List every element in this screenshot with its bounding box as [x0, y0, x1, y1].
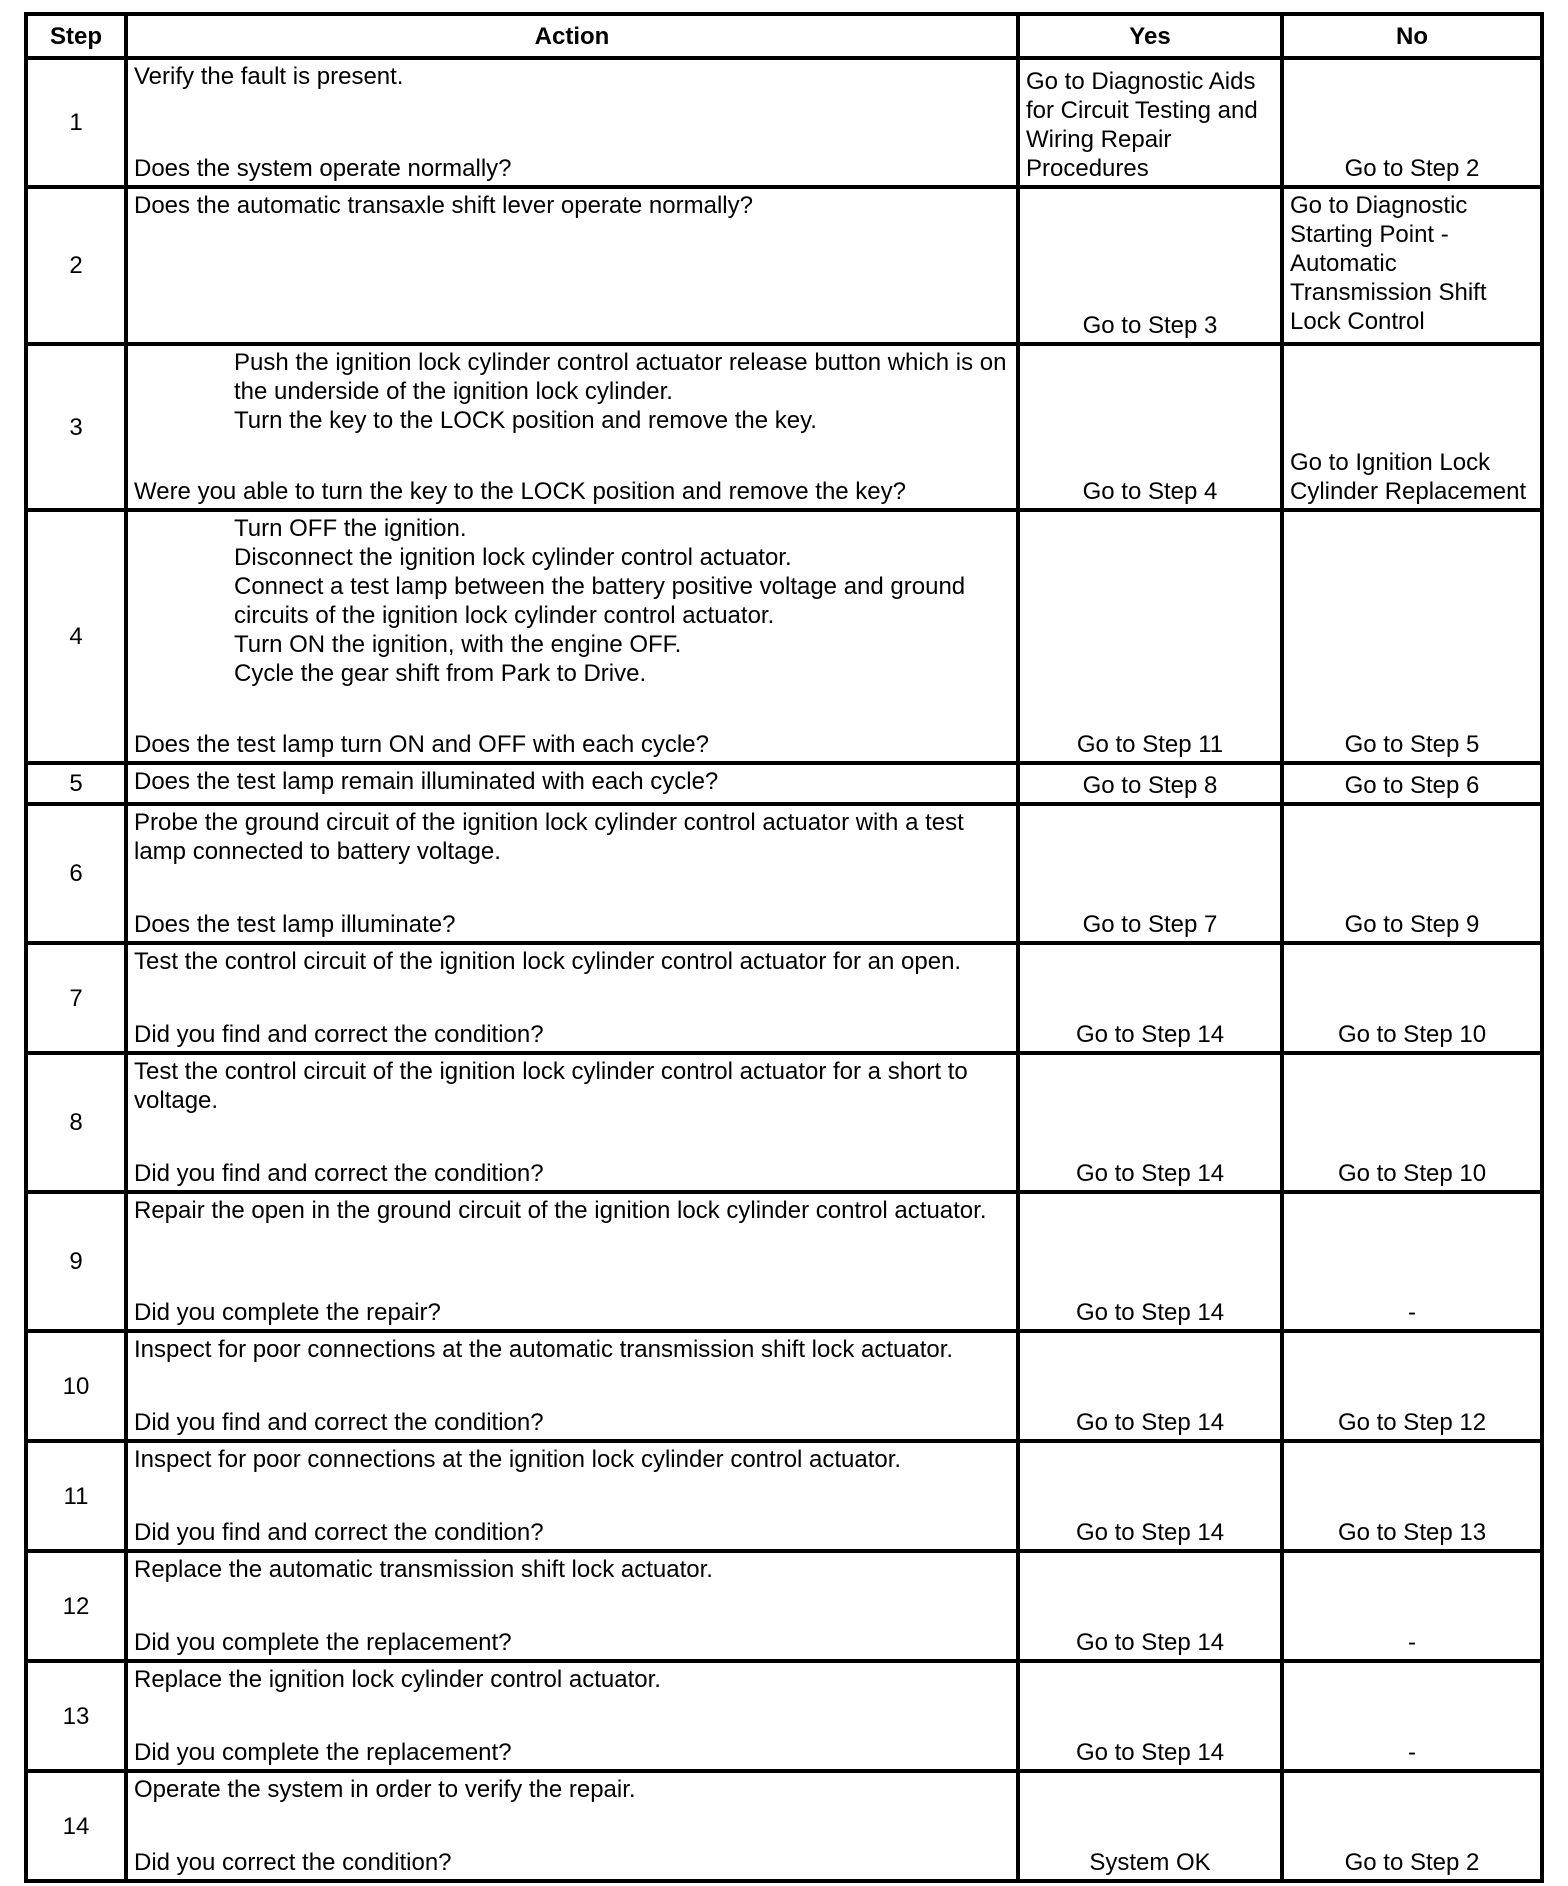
- action-instructions: [134, 1057, 1010, 1115]
- step-number: 4: [26, 510, 126, 763]
- action-instructions: [134, 1665, 1010, 1694]
- step-number: 9: [26, 1192, 126, 1331]
- step-number: 11: [26, 1441, 126, 1551]
- table-row: [26, 344, 1542, 510]
- table-row: [26, 1053, 1542, 1192]
- action-cell: [126, 804, 1018, 943]
- action-question: Did you find and correct the condition?: [134, 1160, 544, 1187]
- action-line: Replace the automatic transmission shift lock actuator.: [134, 1556, 713, 1583]
- action-cell: [126, 1331, 1018, 1441]
- table-row: [26, 1441, 1542, 1551]
- action-instructions: [134, 62, 1010, 91]
- action-question: Did you complete the replacement?: [134, 1629, 512, 1656]
- action-line: Repair the open in the ground circuit of the ignition lock cylinder control actuator.: [134, 1197, 987, 1224]
- no-result: -: [1282, 1192, 1542, 1331]
- action-question: Does the system operate normally?: [134, 155, 512, 182]
- no-result: Go to Step 5: [1282, 510, 1542, 763]
- header-no: No: [1282, 14, 1542, 58]
- table-row: [26, 943, 1542, 1053]
- step-number: 1: [26, 58, 126, 187]
- table-row: [26, 510, 1542, 763]
- action-substep: Disconnect the ignition lock cylinder control actuator.: [234, 544, 792, 571]
- yes-result: Go to Step 14: [1018, 943, 1282, 1053]
- table-row: [26, 187, 1542, 344]
- action-line: Test the control circuit of the ignition lock cylinder control actuator for an open.: [134, 948, 962, 975]
- step-number: 13: [26, 1661, 126, 1771]
- table-row: [26, 1771, 1542, 1881]
- action-instructions: [134, 1775, 1010, 1804]
- table-row: [26, 804, 1542, 943]
- action-substep: Turn OFF the ignition.: [234, 515, 467, 542]
- step-number: 2: [26, 187, 126, 344]
- action-cell: [126, 187, 1018, 344]
- no-result: Go to Step 13: [1282, 1441, 1542, 1551]
- table-row: [26, 763, 1542, 804]
- header-row: [26, 14, 1542, 58]
- no-result: Go to Step 2: [1282, 1771, 1542, 1881]
- diagnostic-table: [24, 12, 1544, 1883]
- no-result: Go to Step 6: [1282, 763, 1542, 804]
- yes-result: Go to Step 14: [1018, 1053, 1282, 1192]
- action-cell: [126, 1551, 1018, 1661]
- action-line: Inspect for poor connections at the automatic transmission shift lock actuator.: [134, 1336, 954, 1363]
- table-row: [26, 1661, 1542, 1771]
- action-line: Probe the ground circuit of the ignition lock cylinder control actuator with a test lamp connected to battery voltage.: [134, 809, 964, 865]
- table-row: [26, 1192, 1542, 1331]
- action-substep: Turn the key to the LOCK position and remove the key.: [234, 407, 817, 434]
- action-line: Does the automatic transaxle shift lever operate normally?: [134, 192, 753, 219]
- no-result: Go to Step 10: [1282, 943, 1542, 1053]
- step-number: 3: [26, 344, 126, 510]
- action-question: Does the test lamp illuminate?: [134, 911, 456, 938]
- action-question: Did you complete the repair?: [134, 1299, 441, 1326]
- yes-result: System OK: [1018, 1771, 1282, 1881]
- header-step: Step: [26, 14, 126, 58]
- step-number: 5: [26, 763, 126, 804]
- action-instructions: [134, 1196, 1010, 1225]
- action-line: Operate the system in order to verify the repair.: [134, 1776, 636, 1803]
- yes-result: Go to Step 11: [1018, 510, 1282, 763]
- no-result: Go to Step 2: [1282, 58, 1542, 187]
- step-number: 8: [26, 1053, 126, 1192]
- header-yes: Yes: [1018, 14, 1282, 58]
- action-cell: [126, 510, 1018, 763]
- action-question: Did you complete the replacement?: [134, 1739, 512, 1766]
- table-row: [26, 58, 1542, 187]
- action-substep: Turn ON the ignition, with the engine OFF.: [234, 631, 682, 658]
- no-result: -: [1282, 1551, 1542, 1661]
- yes-result: Go to Step 4: [1018, 344, 1282, 510]
- yes-result: Go to Step 14: [1018, 1441, 1282, 1551]
- no-result: Go to Step 10: [1282, 1053, 1542, 1192]
- yes-result: Go to Step 14: [1018, 1661, 1282, 1771]
- step-number: 12: [26, 1551, 126, 1661]
- yes-result: Go to Step 14: [1018, 1331, 1282, 1441]
- action-line: Verify the fault is present.: [134, 63, 404, 90]
- action-instructions: [134, 767, 1010, 796]
- step-number: 7: [26, 943, 126, 1053]
- header-action: Action: [126, 14, 1018, 58]
- action-cell: [126, 1192, 1018, 1331]
- action-cell: [126, 1441, 1018, 1551]
- action-question: Did you find and correct the condition?: [134, 1519, 544, 1546]
- yes-result: Go to Diagnostic Aids for Circuit Testing and Wiring Repair Procedures: [1018, 58, 1282, 187]
- action-question: Did you find and correct the condition?: [134, 1409, 544, 1436]
- action-line: Replace the ignition lock cylinder control actuator.: [134, 1666, 661, 1693]
- no-result: Go to Diagnostic Starting Point - Automatic Transmission Shift Lock Control: [1282, 187, 1542, 344]
- action-line: Inspect for poor connections at the ignition lock cylinder control actuator.: [134, 1446, 902, 1473]
- table-row: [26, 1331, 1542, 1441]
- action-instructions: [134, 348, 1010, 435]
- action-instructions: [134, 947, 1010, 976]
- action-line: Does the test lamp remain illuminated with each cycle?: [134, 768, 719, 795]
- action-instructions: [134, 1555, 1010, 1584]
- diagnostic-table-container: [24, 12, 1544, 1883]
- action-instructions: [134, 191, 1010, 220]
- action-cell: [126, 1661, 1018, 1771]
- action-instructions: [134, 1445, 1010, 1474]
- action-cell: [126, 344, 1018, 510]
- table-row: [26, 1551, 1542, 1661]
- step-number: 10: [26, 1331, 126, 1441]
- action-cell: [126, 943, 1018, 1053]
- action-instructions: [134, 1335, 1010, 1364]
- yes-result: Go to Step 14: [1018, 1192, 1282, 1331]
- action-question: Did you find and correct the condition?: [134, 1021, 544, 1048]
- action-question: Does the test lamp turn ON and OFF with each cycle?: [134, 731, 709, 758]
- action-instructions: [134, 514, 1010, 688]
- step-number: 6: [26, 804, 126, 943]
- action-line: Test the control circuit of the ignition lock cylinder control actuator for a short to voltage.: [134, 1058, 968, 1114]
- yes-result: Go to Step 14: [1018, 1551, 1282, 1661]
- action-question: Were you able to turn the key to the LOCK position and remove the key?: [134, 478, 906, 505]
- no-result: -: [1282, 1661, 1542, 1771]
- action-substep: Push the ignition lock cylinder control actuator release button which is on the underside of the ignition lock cylinder.: [234, 349, 1007, 405]
- yes-result: Go to Step 8: [1018, 763, 1282, 804]
- yes-result: Go to Step 3: [1018, 187, 1282, 344]
- no-result: Go to Step 9: [1282, 804, 1542, 943]
- action-substep: Connect a test lamp between the battery positive voltage and ground circuits of the ignition lock cylinder control actuator.: [234, 573, 966, 629]
- no-result: Go to Step 12: [1282, 1331, 1542, 1441]
- action-question: Did you correct the condition?: [134, 1849, 452, 1876]
- action-cell: [126, 1771, 1018, 1881]
- action-instructions: [134, 808, 1010, 866]
- action-substep: Cycle the gear shift from Park to Drive.: [234, 660, 647, 687]
- action-cell: [126, 1053, 1018, 1192]
- action-cell: [126, 763, 1018, 804]
- no-result: Go to Ignition Lock Cylinder Replacement: [1282, 344, 1542, 510]
- yes-result: Go to Step 7: [1018, 804, 1282, 943]
- action-cell: [126, 58, 1018, 187]
- step-number: 14: [26, 1771, 126, 1881]
